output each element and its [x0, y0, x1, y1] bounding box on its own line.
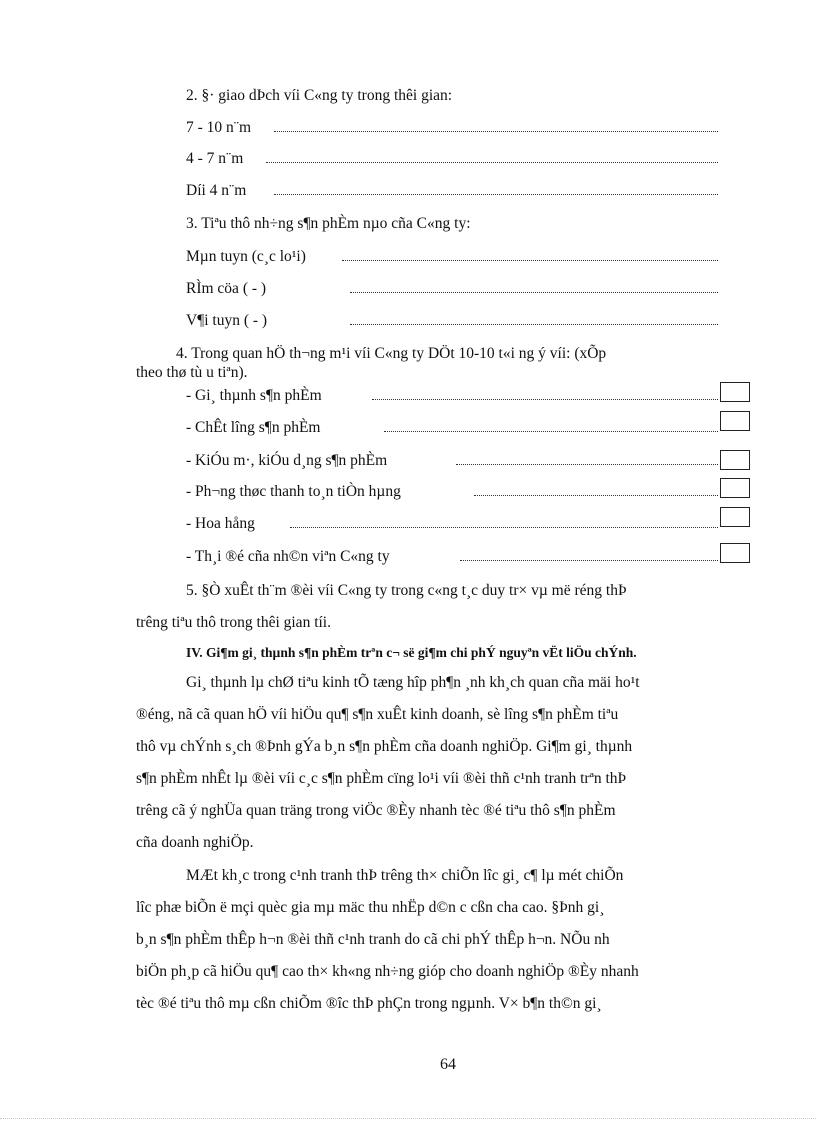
- answer-line[interactable]: [266, 162, 718, 163]
- paragraph-line: cña doanh nghiÖp.: [136, 834, 254, 851]
- section-4-title-cont: theo thø tù u tiªn).: [136, 364, 248, 381]
- answer-line: [372, 399, 718, 400]
- ranking-item-staff-attitude: - Th¸i ®é cña nh©n viªn C«ng ty: [186, 548, 390, 565]
- paragraph-line: MÆt kh¸c trong c¹nh tranh thÞ trêng th× chiÕn lîc gi¸ c¶ lµ mét chiÕn: [186, 867, 624, 884]
- paragraph-line: thô vµ chÝnh s¸ch ®Þnh gÝa b¸n s¶n phÈm cña doanh nghiÖp. Gi¶m gi¸ thµnh: [136, 738, 633, 755]
- answer-line: [290, 527, 718, 528]
- option-tulle-fabric: V¶i tuyn ( - ): [186, 312, 268, 329]
- option-window-curtain: RÌm cöa ( - ): [186, 280, 267, 297]
- paragraph-line: lîc phæ biÕn ë mçi quèc gia mµ mäc thu nhËp d©n c cßn cha cao. §Þnh gi¸: [136, 899, 605, 916]
- section-3-title: 3. Tiªu thô nh÷ng s¶n phÈm nµo cña C«ng ty:: [186, 215, 471, 232]
- section-2-title: 2. §· giao dÞch víi C«ng ty trong thêi gian:: [186, 87, 453, 104]
- paragraph-line: Gi¸ thµnh lµ chØ tiªu kinh tÕ tæng hîp ph¶n ¸nh kh¸ch quan cña mäi ho¹t: [186, 674, 640, 691]
- rank-box[interactable]: [720, 478, 750, 498]
- rank-box[interactable]: [720, 411, 750, 431]
- answer-line: [384, 431, 718, 432]
- rank-box[interactable]: [720, 507, 750, 527]
- ranking-item-design: - KiÓu m·, kiÓu d¸ng s¶n phÈm: [186, 452, 388, 469]
- rank-box[interactable]: [720, 543, 750, 563]
- paragraph-line: trêng cã ý nghÜa quan träng trong viÖc ®Èy nhanh tèc ®é tiªu thô s¶n phÈm: [136, 802, 616, 819]
- section-iv-heading: IV. Gi¶m gi¸ thµnh s¶n phÈm trªn c¬ së gi¶m chi phÝ nguyªn vËt liÖu chÝnh.: [186, 645, 637, 660]
- answer-line[interactable]: [350, 292, 718, 293]
- ranking-item-payment: - Ph¬ng thøc thanh to¸n tiÒn hµng: [186, 483, 401, 500]
- rank-box[interactable]: [720, 450, 750, 470]
- page-footer-border: [0, 1118, 816, 1119]
- page-number: 64: [440, 1056, 456, 1073]
- answer-line[interactable]: [342, 260, 718, 261]
- rank-box[interactable]: [720, 382, 750, 402]
- ranking-item-commission: - Hoa hång: [186, 515, 255, 532]
- section-4-title: 4. Trong quan hÖ th¬ng m¹i víi C«ng ty DÖt 10-10 t«i ng ý víi: (xÕp: [176, 345, 607, 362]
- answer-line[interactable]: [274, 194, 718, 195]
- answer-line: [456, 464, 718, 465]
- option-curtain-net: Mµn tuyn (c¸c lo¹i): [186, 248, 306, 265]
- ranking-item-price: - Gi¸ thµnh s¶n phÈm: [186, 387, 322, 404]
- option-7-10-years: 7 - 10 n¨m: [186, 119, 252, 136]
- paragraph-line: b¸n s¶n phÈm thÊp h¬n ®èi thñ c¹nh tranh do cã chi phÝ thÊp h¬n. NÕu nh: [136, 931, 610, 948]
- answer-line[interactable]: [350, 324, 718, 325]
- answer-line: [460, 560, 718, 561]
- paragraph-line: tèc ®é tiªu thô mµ cßn chiÕm ®îc thÞ phÇn trong ngµnh. V× b¶n th©n gi¸: [136, 995, 602, 1012]
- paragraph-line: ®éng, nã cã quan hÖ víi hiÖu qu¶ s¶n xuÊt kinh doanh, sè lîng s¶n phÈm tiªu: [136, 706, 619, 723]
- answer-line: [474, 495, 718, 496]
- paragraph-line: biÖn ph¸p cã hiÖu qu¶ cao th× kh«ng nh÷ng gióp cho doanh nghiÖp ®Èy nhanh: [136, 963, 639, 980]
- option-4-7-years: 4 - 7 n¨m: [186, 150, 244, 167]
- paragraph-line: s¶n phÈm nhÊt lµ ®èi víi c¸c s¶n phÈm cïng lo¹i víi ®èi thñ c¹nh tranh trªn thÞ: [136, 770, 627, 787]
- section-5-title-cont: trêng tiªu thô trong thêi gian tíi.: [136, 614, 331, 631]
- ranking-item-quality: - ChÊt lîng s¶n phÈm: [186, 419, 321, 436]
- option-under-4-years: Díi 4 n¨m: [186, 182, 247, 199]
- section-5-title: 5. §Ò xuÊt th¨m ®èi víi C«ng ty trong c«ng t¸c duy tr× vµ më réng thÞ: [186, 582, 627, 599]
- answer-line[interactable]: [274, 131, 718, 132]
